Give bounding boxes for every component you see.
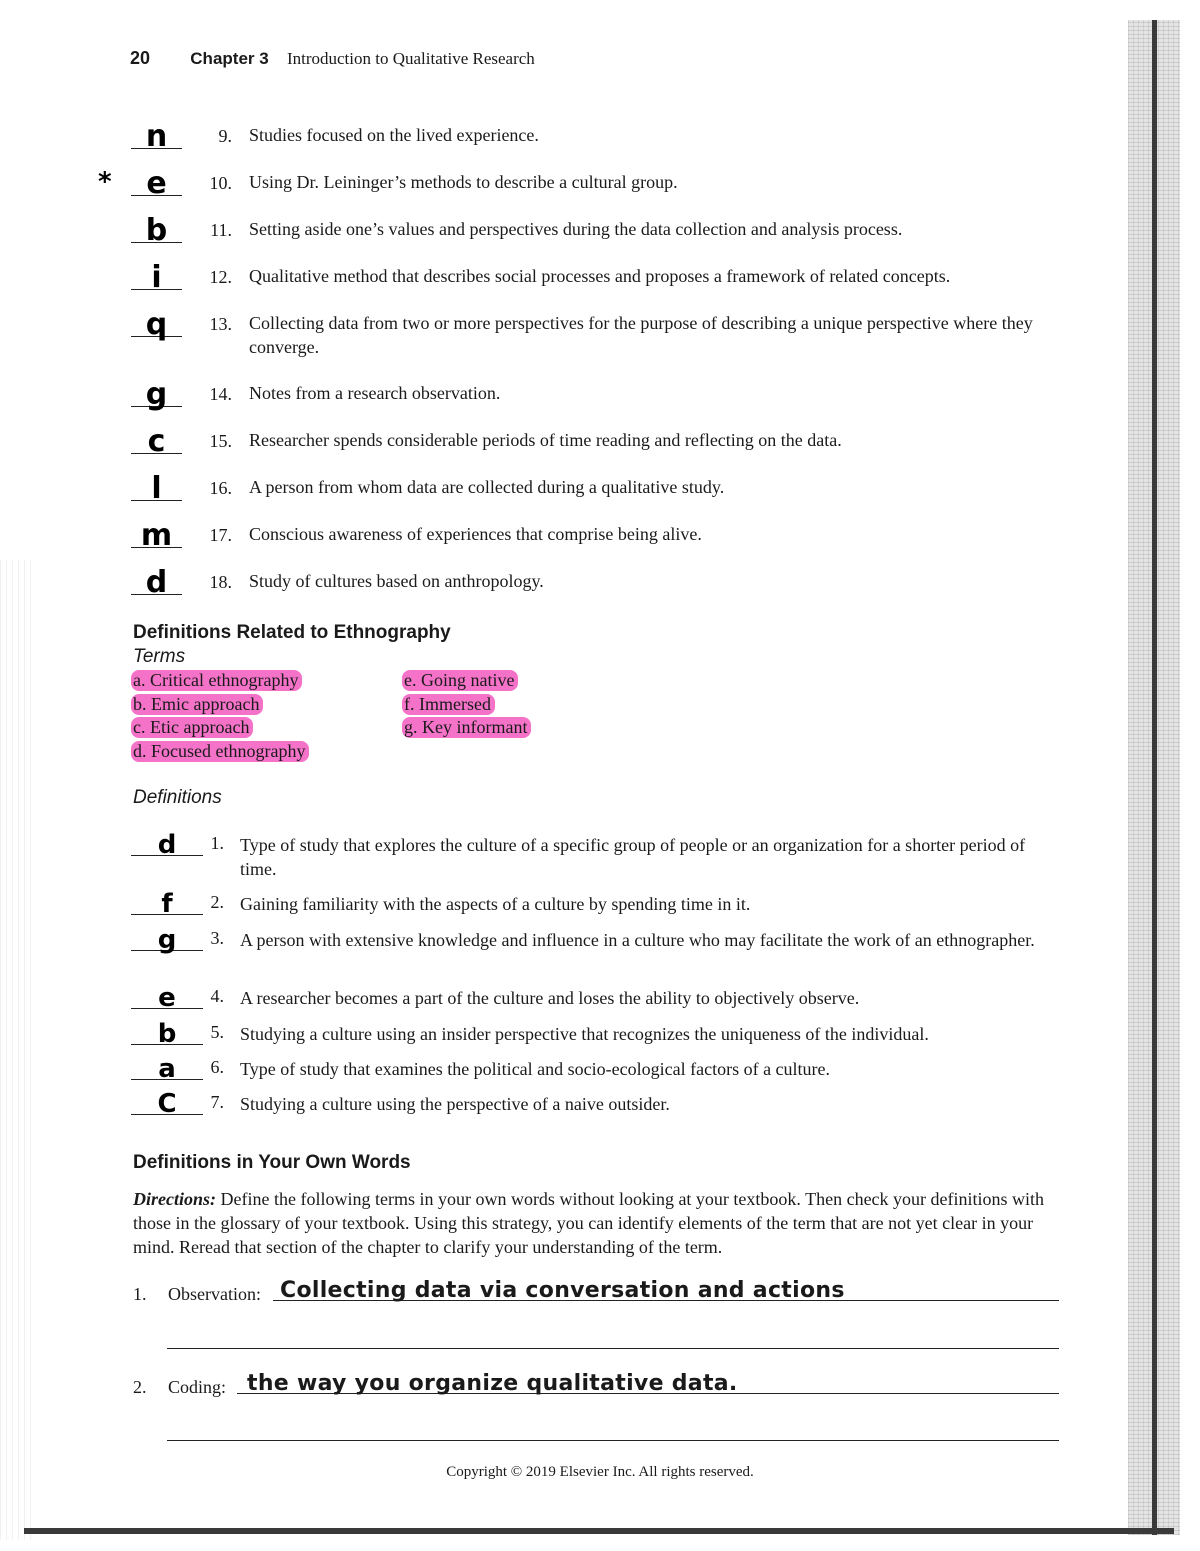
- handwritten-answer: e: [158, 983, 176, 1013]
- copyright-footer: Copyright © 2019 Elsevier Inc. All rights reserved.: [446, 1464, 754, 1480]
- item-number: 16.: [209, 478, 232, 498]
- item-number: 1.: [133, 1284, 147, 1304]
- handwritten-answer: a: [158, 1054, 176, 1084]
- item-text: Notes from a research observation.: [249, 383, 501, 403]
- term-label: Observation:: [168, 1284, 261, 1304]
- item-number: 6.: [210, 1057, 224, 1077]
- item-text: Type of study that explores the culture of a specific group of people or an organization for a shorter period of time.: [240, 835, 1026, 879]
- item-text: Studying a culture using an insider perspective that recognizes the uniqueness of the individual.: [240, 1024, 929, 1044]
- term-highlight: a. Critical ethnography: [131, 670, 302, 691]
- item-number: 18.: [209, 572, 232, 592]
- item-number: 13.: [209, 314, 232, 334]
- item-text: A researcher becomes a part of the culture and loses the ability to objectively observe.: [240, 988, 860, 1008]
- item-text: Studying a culture using the perspective of a naive outsider.: [240, 1094, 670, 1114]
- scan-spine-edge: [1152, 20, 1157, 1535]
- handwritten-answer: b: [157, 1019, 177, 1049]
- item-number: 2.: [133, 1377, 147, 1397]
- item-number: 15.: [209, 431, 232, 451]
- term-highlight: e. Going native: [402, 670, 518, 691]
- item-text: A person from whom data are collected during a qualitative study.: [249, 477, 725, 497]
- item-text: Gaining familiarity with the aspects of a culture by spending time in it.: [240, 894, 751, 914]
- answer-line: [167, 1440, 1059, 1441]
- item-text: Qualitative method that describes social processes and proposes a framework of related concepts.: [249, 266, 951, 286]
- answer-line: [167, 1348, 1059, 1349]
- handwritten-answer: g: [157, 925, 177, 955]
- item-number: 10.: [209, 173, 232, 193]
- item-text: Type of study that examines the political and socio-ecological factors of a culture.: [240, 1059, 831, 1079]
- term-label: Coding:: [168, 1377, 227, 1397]
- item-text: Study of cultures based on anthropology.: [249, 571, 544, 591]
- handwritten-answer: n: [145, 119, 168, 154]
- item-number: 7.: [210, 1092, 224, 1112]
- item-number: 4.: [210, 986, 224, 1006]
- section-heading-own-words: Definitions in Your Own Words: [133, 1152, 411, 1173]
- chapter-label: Chapter 3: [190, 49, 269, 68]
- terms-subheading: Terms: [133, 646, 186, 667]
- handwritten-answer: C: [157, 1089, 177, 1119]
- item-number: 11.: [210, 220, 232, 240]
- item-number: 12.: [209, 267, 232, 287]
- handwritten-answer: g: [145, 377, 168, 412]
- handwritten-answer: Collecting data via conversation and actions: [280, 1278, 845, 1303]
- handwritten-answer: d: [157, 830, 177, 860]
- item-number: 1.: [210, 833, 224, 853]
- scan-bottom-edge: [24, 1528, 1174, 1534]
- item-text: A person with extensive knowledge and influence in a culture who may facilitate the work of an ethnographer.: [240, 930, 1035, 950]
- directions-paragraph: [133, 1187, 1063, 1259]
- directions-text: Define the following terms in your own words without looking at your textbook. Then check your definitions with those in the glossary of your textbook. Using this strategy, you can identify elements of the term that are not yet clear in your mind. Reread that section of the chapter to clarify your understanding of the term.: [133, 1189, 1045, 1257]
- handwritten-answer: e: [146, 166, 167, 201]
- section-heading-ethnography: Definitions Related to Ethnography: [133, 622, 451, 643]
- item-text: Studies focused on the lived experience.: [249, 125, 539, 145]
- handwritten-answer: l: [151, 471, 162, 506]
- chapter-title: Introduction to Qualitative Research: [286, 49, 535, 68]
- item-text: Conscious awareness of experiences that comprise being alive.: [249, 524, 702, 544]
- definitions-subheading: Definitions: [133, 787, 222, 808]
- item-text: Using Dr. Leininger’s methods to describe a cultural group.: [249, 172, 678, 192]
- star-mark: *: [98, 167, 112, 197]
- item-number: 14.: [209, 384, 232, 404]
- handwritten-answer: b: [145, 213, 168, 248]
- handwritten-answer: i: [151, 260, 162, 295]
- page-number: 20: [130, 48, 151, 68]
- running-header: [130, 48, 535, 69]
- item-number: 3.: [210, 928, 224, 948]
- scan-noise: [0, 560, 34, 1540]
- term-highlight: d. Focused ethnography: [131, 741, 309, 762]
- item-number: 9.: [218, 126, 232, 146]
- handwritten-answer: d: [145, 565, 168, 600]
- handwritten-answer: c: [147, 424, 166, 459]
- directions-lead: Directions:: [133, 1189, 216, 1209]
- item-number: 17.: [209, 525, 232, 545]
- item-text: Researcher spends considerable periods of time reading and reflecting on the data.: [249, 430, 842, 450]
- term-highlight: c. Etic approach: [131, 717, 253, 738]
- handwritten-answer: the way you organize qualitative data.: [247, 1371, 738, 1396]
- item-number: 5.: [210, 1022, 224, 1042]
- handwritten-answer: q: [145, 307, 168, 342]
- handwritten-answer: f: [161, 889, 173, 919]
- item-text: Setting aside one’s values and perspectives during the data collection and analysis process.: [249, 219, 903, 239]
- term-highlight: f. Immersed: [402, 694, 495, 715]
- handwritten-answer: m: [140, 518, 173, 553]
- item-text: Collecting data from two or more perspectives for the purpose of describing a unique perspective where they converge.: [249, 313, 1033, 357]
- term-highlight: b. Emic approach: [131, 694, 263, 715]
- term-highlight: g. Key informant: [402, 717, 531, 738]
- item-number: 2.: [210, 892, 224, 912]
